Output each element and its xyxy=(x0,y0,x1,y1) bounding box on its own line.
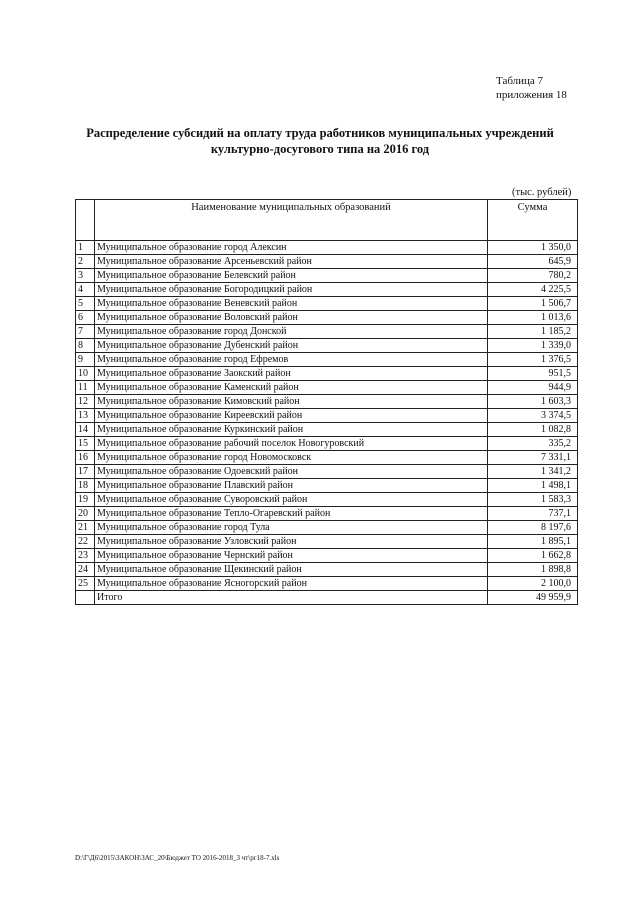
table-row xyxy=(76,479,578,493)
row-municipality: Муниципальное образование Одоевский район xyxy=(95,465,488,479)
table-reference xyxy=(496,74,567,102)
total-sum: 49 959,9 xyxy=(488,591,578,605)
file-path-footer: D:\Г\Д6\2015\ЗАКОН\ЗАС_20\Бюджет ТО 2016-2018_3 чт\рг18-7.xls xyxy=(75,854,280,862)
table-row xyxy=(76,339,578,353)
row-sum: 8 197,6 xyxy=(488,521,578,535)
row-sum: 737,1 xyxy=(488,507,578,521)
row-sum: 4 225,5 xyxy=(488,283,578,297)
row-number: 19 xyxy=(76,493,95,507)
row-sum: 1 339,0 xyxy=(488,339,578,353)
appendix-label: приложения 18 xyxy=(496,89,567,101)
row-number: 9 xyxy=(76,353,95,367)
row-sum: 1 895,1 xyxy=(488,535,578,549)
row-municipality: Муниципальное образование Киреевский район xyxy=(95,409,488,423)
row-municipality: Муниципальное образование Белевский район xyxy=(95,269,488,283)
table-row xyxy=(76,241,578,255)
document-title xyxy=(0,125,640,157)
table-row xyxy=(76,437,578,451)
row-number: 23 xyxy=(76,549,95,563)
row-number: 3 xyxy=(76,269,95,283)
row-sum: 3 374,5 xyxy=(488,409,578,423)
row-sum: 1 350,0 xyxy=(488,241,578,255)
row-number: 10 xyxy=(76,367,95,381)
table-row xyxy=(76,535,578,549)
row-sum: 951,5 xyxy=(488,367,578,381)
row-municipality: Муниципальное образование Арсеньевский район xyxy=(95,255,488,269)
row-municipality: Муниципальное образование Тепло-Огаревский район xyxy=(95,507,488,521)
header-sum-cell: Сумма xyxy=(488,200,578,241)
table-row xyxy=(76,269,578,283)
row-number: 18 xyxy=(76,479,95,493)
row-number: 16 xyxy=(76,451,95,465)
table-row xyxy=(76,577,578,591)
row-number: 4 xyxy=(76,283,95,297)
title-line-1: Распределение субсидий на оплату труда работников муниципальных учреждений xyxy=(86,126,554,140)
table-row xyxy=(76,311,578,325)
row-municipality: Муниципальное образование Воловский район xyxy=(95,311,488,325)
row-number: 8 xyxy=(76,339,95,353)
row-number: 7 xyxy=(76,325,95,339)
row-municipality: Муниципальное образование Узловский район xyxy=(95,535,488,549)
row-sum: 1 013,6 xyxy=(488,311,578,325)
row-sum: 780,2 xyxy=(488,269,578,283)
row-sum: 645,9 xyxy=(488,255,578,269)
table-row xyxy=(76,549,578,563)
row-sum: 1 185,2 xyxy=(488,325,578,339)
row-number: 13 xyxy=(76,409,95,423)
title-line-2: культурно-досугового типа на 2016 год xyxy=(210,142,430,156)
row-number: 21 xyxy=(76,521,95,535)
total-number-cell xyxy=(76,591,95,605)
row-sum: 1 498,1 xyxy=(488,479,578,493)
table-row xyxy=(76,563,578,577)
units-label: (тыс. рублей) xyxy=(512,187,572,198)
row-municipality: Муниципальное образование город Новомосковск xyxy=(95,451,488,465)
header-number-cell xyxy=(76,200,95,241)
table-row xyxy=(76,465,578,479)
row-number: 14 xyxy=(76,423,95,437)
row-number: 20 xyxy=(76,507,95,521)
table-header-row xyxy=(76,200,578,241)
table-row xyxy=(76,423,578,437)
table-row xyxy=(76,381,578,395)
row-sum: 335,2 xyxy=(488,437,578,451)
row-sum: 7 331,1 xyxy=(488,451,578,465)
row-municipality: Муниципальное образование Куркинский район xyxy=(95,423,488,437)
row-municipality: Муниципальное образование Суворовский район xyxy=(95,493,488,507)
total-label: Итого xyxy=(95,591,488,605)
table-number-label: Таблица 7 xyxy=(496,75,544,87)
row-municipality: Муниципальное образование город Ефремов xyxy=(95,353,488,367)
row-sum: 1 506,7 xyxy=(488,297,578,311)
table-row xyxy=(76,507,578,521)
table-row xyxy=(76,451,578,465)
subsidy-table xyxy=(75,199,578,605)
table-row xyxy=(76,409,578,423)
table-row xyxy=(76,353,578,367)
row-municipality: Муниципальное образование Каменский район xyxy=(95,381,488,395)
table-row xyxy=(76,493,578,507)
table-row xyxy=(76,255,578,269)
row-municipality: Муниципальное образование рабочий поселок Новогуровский xyxy=(95,437,488,451)
row-sum: 1 341,2 xyxy=(488,465,578,479)
row-number: 15 xyxy=(76,437,95,451)
row-number: 6 xyxy=(76,311,95,325)
row-sum: 1 603,3 xyxy=(488,395,578,409)
row-number: 2 xyxy=(76,255,95,269)
row-number: 5 xyxy=(76,297,95,311)
table-total-row xyxy=(76,591,578,605)
row-municipality: Муниципальное образование Чернский район xyxy=(95,549,488,563)
header-name-cell: Наименование муниципальных образований xyxy=(95,200,488,241)
table-row xyxy=(76,325,578,339)
row-municipality: Муниципальное образование Дубенский район xyxy=(95,339,488,353)
row-municipality: Муниципальное образование Плавский район xyxy=(95,479,488,493)
row-municipality: Муниципальное образование Заокский район xyxy=(95,367,488,381)
row-sum: 1 082,8 xyxy=(488,423,578,437)
row-number: 11 xyxy=(76,381,95,395)
table-row xyxy=(76,395,578,409)
row-number: 17 xyxy=(76,465,95,479)
row-municipality: Муниципальное образование Богородицкий район xyxy=(95,283,488,297)
row-sum: 1 898,8 xyxy=(488,563,578,577)
row-municipality: Муниципальное образование город Донской xyxy=(95,325,488,339)
table-row xyxy=(76,367,578,381)
row-municipality: Муниципальное образование Ясногорский район xyxy=(95,577,488,591)
table-row xyxy=(76,297,578,311)
row-municipality: Муниципальное образование Веневский район xyxy=(95,297,488,311)
row-municipality: Муниципальное образование город Тула xyxy=(95,521,488,535)
row-number: 24 xyxy=(76,563,95,577)
row-sum: 944,9 xyxy=(488,381,578,395)
row-number: 25 xyxy=(76,577,95,591)
row-sum: 2 100,0 xyxy=(488,577,578,591)
table-row xyxy=(76,283,578,297)
row-sum: 1 583,3 xyxy=(488,493,578,507)
row-number: 22 xyxy=(76,535,95,549)
row-municipality: Муниципальное образование Кимовский район xyxy=(95,395,488,409)
row-municipality: Муниципальное образование город Алексин xyxy=(95,241,488,255)
table-body xyxy=(76,241,578,605)
row-sum: 1 662,8 xyxy=(488,549,578,563)
row-sum: 1 376,5 xyxy=(488,353,578,367)
row-municipality: Муниципальное образование Щекинский район xyxy=(95,563,488,577)
row-number: 12 xyxy=(76,395,95,409)
row-number: 1 xyxy=(76,241,95,255)
table-row xyxy=(76,521,578,535)
